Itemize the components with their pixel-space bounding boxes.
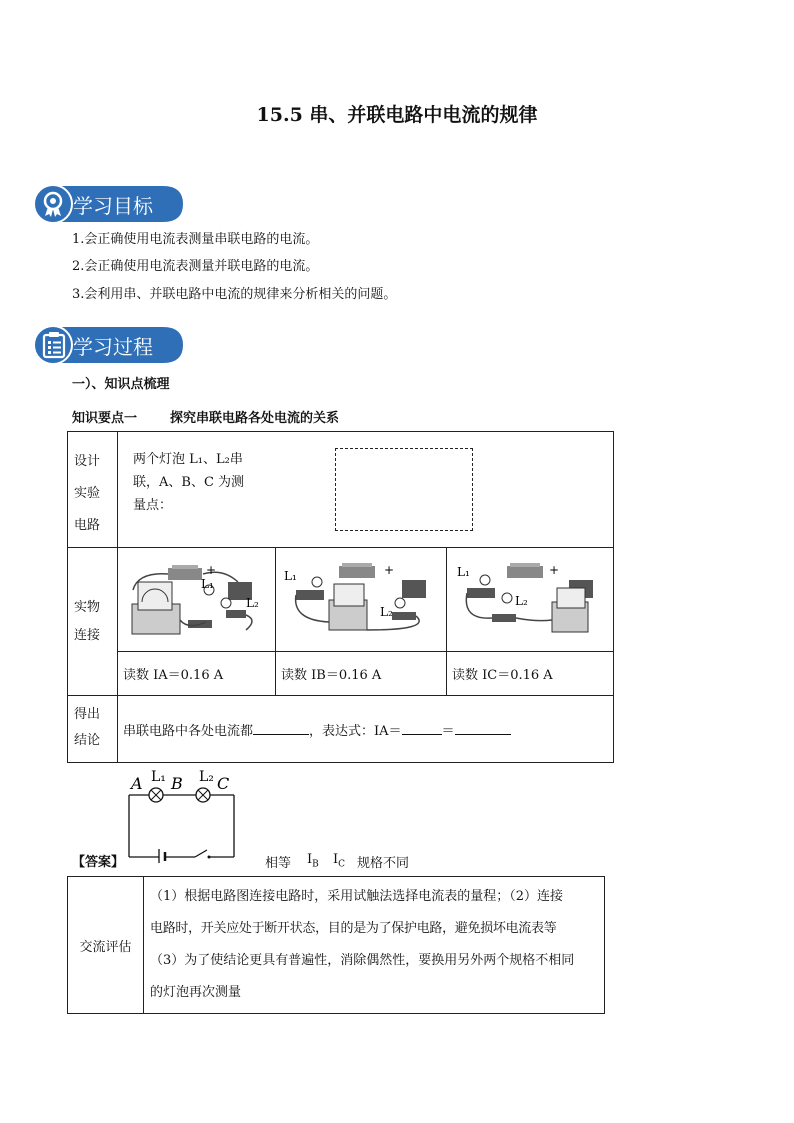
conclusion-text: 串联电路中各处电流都 — [123, 723, 254, 739]
photo-label: L₁ — [457, 565, 470, 579]
evaluation-line: 的灯泡再次测量 — [150, 985, 242, 1000]
answer-current-symbol — [333, 852, 345, 870]
current-symbol: I — [333, 852, 339, 867]
label-line: 结论 — [74, 733, 101, 748]
photo-cell-b — [276, 548, 447, 652]
reading-a: 读数 IA＝0.16 A — [118, 652, 276, 696]
goal-item: 1.会正确使用电流表测量串联电路的电流。 — [72, 232, 319, 247]
answer-item: 相等 — [265, 856, 292, 871]
current-symbol: I — [307, 852, 313, 867]
answer-item: 规格不同 — [357, 856, 410, 871]
point-title: 探究串联电路各处电流的关系 — [170, 411, 340, 426]
design-text-line: 两个灯泡 L₁、L₂串 — [133, 452, 243, 467]
lamp-label: L₂ — [199, 769, 214, 785]
series-circuit-diagram — [125, 765, 245, 865]
label-line: 电路 — [74, 518, 101, 533]
photo-label: + — [206, 563, 217, 577]
photo-label: + — [384, 563, 395, 577]
conclusion-cell — [118, 696, 614, 763]
node-label: B — [171, 774, 183, 793]
section-heading: 学习过程 — [73, 335, 153, 359]
design-text-line: 联，A、B、C 为测 — [133, 475, 245, 490]
answer-current-symbol — [307, 852, 319, 870]
section-banner-process — [33, 325, 183, 365]
blank-field[interactable] — [402, 722, 442, 735]
photo-label: L₂ — [246, 596, 259, 610]
row-label-conclusion — [68, 696, 118, 763]
evaluation-line: （3）为了使结论更具有普遍性，消除偶然性，要换用另外两个规格不相同 — [150, 953, 575, 968]
blank-field[interactable] — [455, 722, 511, 735]
photo-label: + — [549, 563, 560, 577]
label-line: 设计 — [74, 454, 101, 469]
evaluation-line: 电路时，开关应处于断开状态，目的是为了保护电路，避免损坏电流表等 — [150, 921, 557, 936]
label-line: 连接 — [74, 628, 101, 643]
photo-label: L₂ — [515, 594, 528, 608]
evaluation-table — [67, 876, 605, 1014]
circuit-photo-a — [128, 560, 268, 636]
photo-label: L₁ — [201, 577, 214, 591]
award-icon — [39, 190, 67, 218]
clipboard-icon — [41, 331, 67, 359]
label-line: 得出 — [74, 707, 101, 722]
current-subscript: C — [338, 859, 346, 870]
node-label: A — [131, 774, 143, 793]
section-heading: 学习目标 — [73, 194, 153, 218]
subheading: 一）、知识点梳理 — [72, 377, 170, 392]
page-title: 15.5 串、并联电路中电流的规律 — [256, 104, 538, 126]
experiment-table — [67, 431, 614, 763]
lamp-label: L₁ — [151, 769, 166, 785]
circuit-photo-b — [284, 560, 434, 636]
reading-c: 读数 IC＝0.16 A — [447, 652, 614, 696]
photo-cell-a — [118, 548, 276, 652]
node-label: C — [217, 774, 230, 793]
section-banner-goals — [33, 184, 183, 224]
blank-field[interactable] — [253, 722, 309, 735]
reading-b: 读数 IB＝0.16 A — [276, 652, 447, 696]
label-line: 实物 — [74, 600, 101, 615]
evaluation-content — [144, 877, 605, 1014]
design-text-line: 量点： — [133, 498, 173, 513]
conclusion-expression: ，表达式：IA＝ — [309, 723, 402, 739]
evaluation-label: 交流评估 — [68, 877, 144, 1014]
circuit-drawing-box[interactable] — [335, 448, 473, 531]
circuit-photo-c — [457, 560, 607, 636]
evaluation-line: （1）根据电路图连接电路时，采用试触法选择电流表的量程；（2）连接 — [150, 889, 564, 904]
row-label-design — [68, 432, 118, 548]
row-label-physical — [68, 548, 118, 696]
photo-cell-c — [447, 548, 614, 652]
label-line: 实验 — [74, 486, 101, 501]
conclusion-equals: ＝ — [441, 723, 455, 739]
goal-item: 2.会正确使用电流表测量并联电路的电流。 — [72, 259, 319, 274]
goal-item: 3.会利用串、并联电路中电流的规律来分析相关的问题。 — [72, 287, 397, 302]
point-label: 知识要点一 — [72, 411, 138, 426]
photo-label: L₂ — [380, 605, 393, 619]
answer-label: 【答案】 — [72, 855, 125, 870]
design-cell — [118, 432, 614, 548]
photo-label: L₁ — [284, 569, 297, 583]
current-subscript: B — [312, 859, 319, 870]
